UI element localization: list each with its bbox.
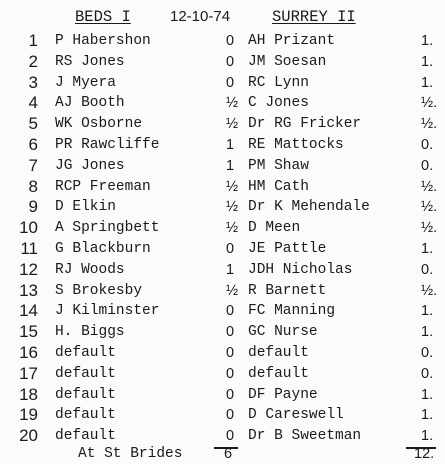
home-player-name: WK Osborne	[55, 116, 143, 133]
board-row	[0, 197, 445, 218]
home-player-name: H. Biggs	[55, 324, 125, 341]
home-player-score: 1	[226, 136, 235, 153]
away-player-name: JE Pattle	[248, 240, 327, 257]
board-row	[0, 260, 445, 281]
away-player-score: 1.	[421, 386, 434, 403]
board-number: 12	[19, 259, 38, 279]
home-player-score: 0	[226, 240, 235, 257]
away-team-name: SURREY II	[272, 8, 356, 26]
home-player-score: 1	[226, 261, 235, 278]
away-player-score: 0.	[421, 157, 434, 174]
board-number: 13	[19, 280, 38, 300]
away-player-score: 1.	[421, 53, 434, 70]
away-player-name: JM Soesan	[248, 53, 327, 70]
board-number: 17	[19, 363, 38, 383]
away-player-name: GC Nurse	[248, 324, 318, 341]
home-player-score: ½	[226, 178, 239, 195]
away-player-name: default	[248, 365, 309, 382]
board-row	[0, 239, 445, 260]
board-number: 9	[28, 197, 38, 217]
away-player-name: default	[248, 344, 309, 361]
board-number: 20	[19, 426, 38, 446]
board-row	[0, 135, 445, 156]
away-player-name: AH Prizant	[248, 33, 336, 49]
board-row	[0, 426, 445, 447]
board-row	[0, 281, 445, 302]
board-row	[0, 385, 445, 406]
away-player-name: RE Mattocks	[248, 136, 344, 153]
away-player-score: 0.	[421, 261, 434, 278]
home-player-name: S Brokesby	[55, 282, 143, 299]
board-number: 7	[28, 155, 38, 175]
match-footer	[0, 446, 445, 464]
home-player-score: ½	[226, 282, 239, 299]
home-player-score: 0	[226, 324, 235, 341]
board-row	[0, 218, 445, 239]
away-player-score: 1.	[421, 303, 434, 320]
home-player-name: default	[55, 365, 116, 382]
away-player-score: ½.	[421, 178, 438, 195]
board-row	[0, 114, 445, 135]
board-row	[0, 405, 445, 426]
home-total-score: 6	[224, 446, 233, 462]
board-row	[0, 31, 445, 52]
away-player-name: HM Cath	[248, 178, 309, 195]
away-player-name: C Jones	[248, 95, 309, 112]
board-number: 16	[19, 342, 38, 362]
away-player-score: 0.	[421, 365, 434, 382]
home-player-name: D Elkin	[55, 199, 116, 216]
home-player-score: 0	[226, 365, 235, 382]
board-row	[0, 301, 445, 322]
away-total-score: 12.	[414, 446, 435, 462]
match-date: 12-10-74	[170, 8, 231, 25]
board-number: 3	[28, 72, 38, 92]
home-player-name: G Blackburn	[55, 240, 151, 257]
home-player-score: 0	[226, 74, 235, 91]
away-player-name: D Meen	[248, 220, 301, 237]
home-player-score: 0	[226, 428, 235, 445]
away-player-score: 1.	[421, 33, 434, 49]
home-player-name: default	[55, 344, 116, 361]
home-player-name: P Habershon	[55, 33, 151, 49]
board-number: 1	[28, 31, 38, 50]
home-player-name: PR Rawcliffe	[55, 136, 160, 153]
home-player-name: default	[55, 428, 116, 445]
board-row	[0, 156, 445, 177]
away-player-name: DF Payne	[248, 386, 318, 403]
home-player-name: JG Jones	[55, 157, 125, 174]
home-player-score: 0	[226, 386, 235, 403]
home-player-score: ½	[226, 199, 239, 216]
away-player-score: 1.	[421, 407, 434, 424]
away-player-name: JDH Nicholas	[248, 261, 353, 278]
away-player-score: ½.	[421, 220, 438, 237]
board-row	[0, 364, 445, 385]
home-player-score: 0	[226, 33, 235, 49]
board-number: 11	[20, 238, 38, 258]
board-number: 5	[28, 114, 38, 134]
board-number: 18	[19, 384, 38, 404]
away-player-score: 1.	[421, 428, 434, 445]
home-player-name: A Springbett	[55, 220, 160, 237]
home-team-name: BEDS I	[75, 8, 131, 26]
home-player-score: 0	[226, 303, 235, 320]
home-player-name: default	[55, 386, 116, 403]
away-player-name: FC Manning	[248, 303, 336, 320]
venue-text: At St Brides	[78, 446, 183, 462]
away-player-score: 0.	[421, 344, 434, 361]
home-player-score: 1	[226, 157, 235, 174]
away-player-name: PM Shaw	[248, 157, 309, 174]
board-row	[0, 343, 445, 364]
board-number: 14	[19, 301, 38, 321]
board-number: 19	[19, 405, 38, 425]
home-player-score: ½	[226, 116, 239, 133]
away-player-name: Dr RG Fricker	[248, 116, 362, 133]
board-row	[0, 322, 445, 343]
board-row	[0, 177, 445, 198]
away-player-score: ½.	[421, 282, 438, 299]
away-player-score: 1.	[421, 324, 434, 341]
board-number: 8	[28, 176, 38, 196]
board-number: 10	[19, 218, 38, 238]
home-player-name: RS Jones	[55, 53, 125, 70]
home-player-name: J Kilminster	[55, 303, 160, 320]
away-player-name: RC Lynn	[248, 74, 309, 91]
away-player-score: 1.	[421, 74, 434, 91]
match-header	[0, 8, 445, 30]
home-player-score: 0	[226, 407, 235, 424]
home-player-score: 0	[226, 344, 235, 361]
board-number: 6	[28, 134, 38, 154]
away-player-name: Dr K Mehendale	[248, 199, 370, 216]
home-player-name: RCP Freeman	[55, 178, 151, 195]
home-player-name: default	[55, 407, 116, 424]
away-player-score: ½.	[421, 95, 438, 112]
home-player-score: 0	[226, 53, 235, 70]
away-player-score: 0.	[421, 136, 434, 153]
board-number: 15	[19, 322, 38, 342]
board-number: 2	[28, 51, 38, 71]
board-row	[0, 73, 445, 94]
board-row	[0, 52, 445, 73]
away-player-score: 1.	[421, 240, 434, 257]
board-results	[0, 31, 445, 447]
away-player-name: R Barnett	[248, 282, 327, 299]
away-player-name: D Careswell	[248, 407, 344, 424]
home-player-name: AJ Booth	[55, 95, 125, 112]
board-number: 4	[28, 93, 38, 113]
away-player-score: ½.	[421, 199, 438, 216]
home-player-name: J Myera	[55, 74, 116, 91]
home-player-score: ½	[226, 95, 239, 112]
board-row	[0, 93, 445, 114]
home-player-name: RJ Woods	[55, 261, 125, 278]
away-player-name: Dr B Sweetman	[248, 428, 362, 445]
home-player-score: ½	[226, 220, 239, 237]
away-player-score: ½.	[421, 116, 438, 133]
